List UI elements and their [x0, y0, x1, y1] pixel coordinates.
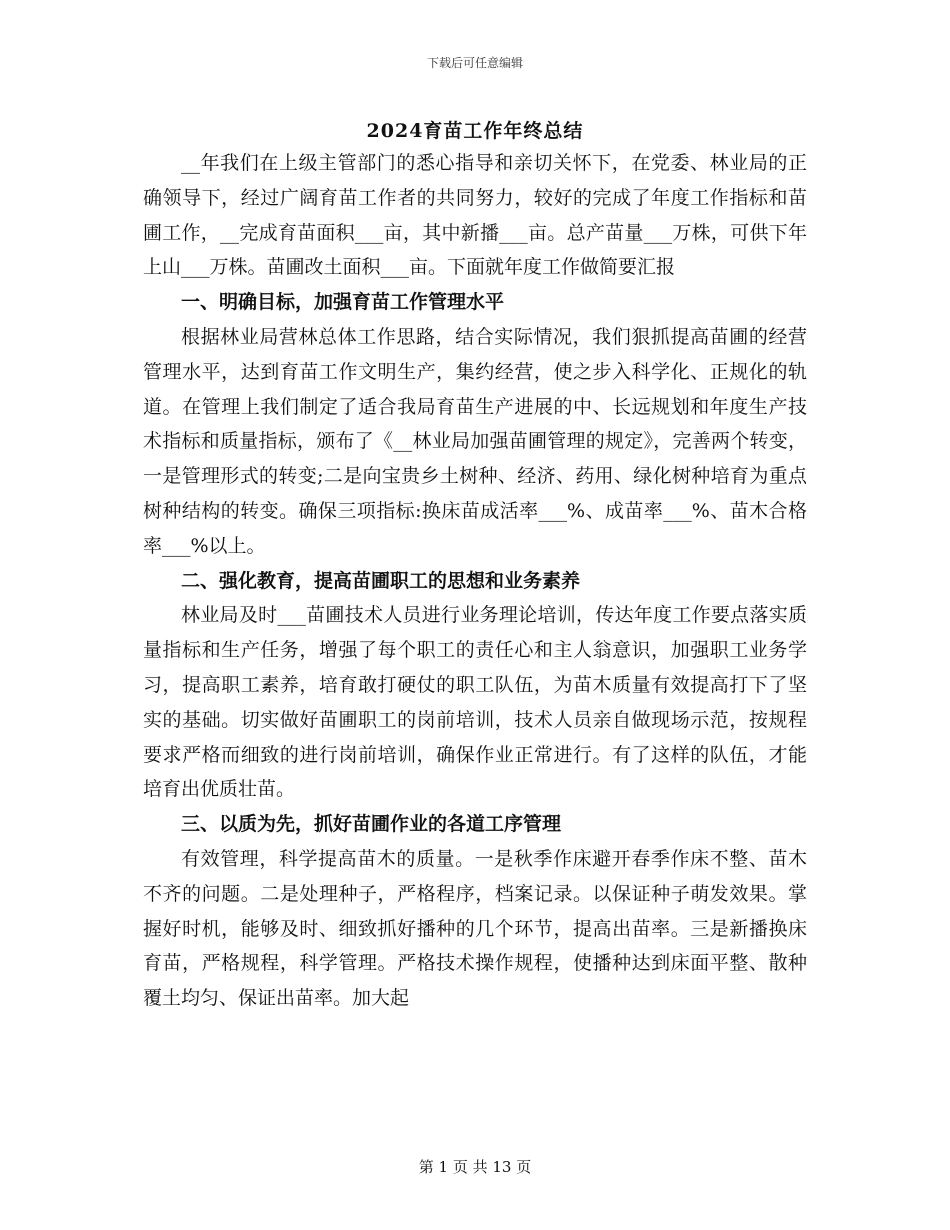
section-1-paragraph: 根据林业局营林总体工作思路，结合实际情况，我们狠抓提高苗圃的经营管理水平，达到育苗工作文明生产，集约经营，使之步入科学化、正规化的轨道。在管理上我们制定了适合我局育苗生产进展的中、长远规划和年度生产技术指标和质量指标，颁布了《__林业局加强苗圃管理的规定》，完善两个转变，一是管理形式的转变;二是向宝贵乡土树种、经济、药用、绿化树种培育为重点树种结构的转变。确保三项指标:换床苗成活率___%、成苗率___%、苗木合格率___%以上。	[143, 325, 807, 557]
section-2-paragraph: 林业局及时___苗圃技术人员进行业务理论培训，传达年度工作要点落实质量指标和生产任务，增强了每个职工的责任心和主人翁意识，加强职工业务学习，提高职工素养，培育敢打硬仗的职工队伍，为苗木质量有效提高打下了坚实的基础。切实做好苗圃职工的岗前培训，技术人员亲自做现场示范，按规程要求严格而细致的进行岗前培训，确保作业正常进行。有了这样的队伍，才能培育出优质壮苗。	[143, 604, 807, 801]
section-heading-1: 一、明确目标，加强育苗工作管理水平	[181, 291, 505, 314]
page-footer: 第 1 页 共 13 页	[418, 1158, 532, 1176]
page-header-note: 下载后可任意编辑	[426, 56, 523, 70]
section-heading-2: 二、强化教育，提高苗圃职工的思想和业务素养	[181, 569, 581, 592]
intro-paragraph: __年我们在上级主管部门的悉心指导和亲切关怀下，在党委、林业局的正确领导下，经过广阔育苗工作者的共同努力，较好的完成了年度工作指标和苗圃工作，__完成育苗面积___亩，其中新播___亩。总产苗量___万株，可供下年上山___万株。苗圃改土面积___亩。下面就年度工作做简要汇报	[143, 152, 807, 279]
section-heading-3: 三、以质为先，抓好苗圃作业的各道工序管理	[181, 813, 562, 836]
document-title: 2024育苗工作年终总结	[366, 120, 584, 142]
document-body	[143, 146, 807, 1016]
section-3-paragraph: 有效管理，科学提高苗木的质量。一是秋季作床避开春季作床不整、苗木不齐的问题。二是处理种子，严格程序，档案记录。以保证种子萌发效果。掌握好时机，能够及时、细致抓好播种的几个环节，提高出苗率。三是新播换床育苗，严格规程，科学管理。严格技术操作规程，使播种达到床面平整、散种覆土均匀、保证出苗率。加大起	[143, 847, 807, 1010]
